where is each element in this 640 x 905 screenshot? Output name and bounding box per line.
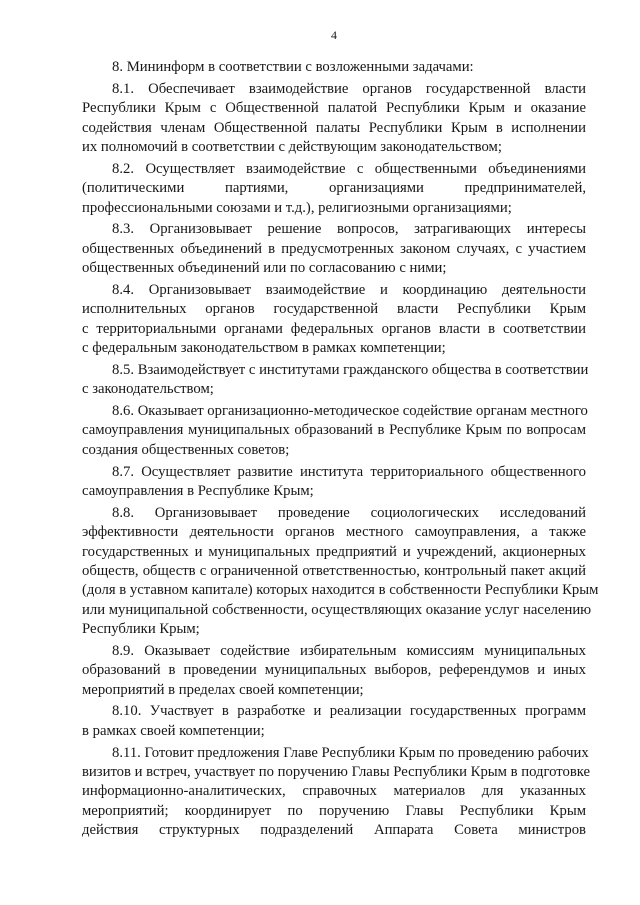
- text-line: 8.7. Осуществляет развитие института территориального общественного: [112, 463, 586, 480]
- text-line: 8.2. Осуществляет взаимодействие с общественными объединениями: [112, 160, 586, 177]
- text-line: или муниципальной собственности, осуществляющих оказание услуг населению: [82, 601, 592, 618]
- text-line: обществ, обществ с ограниченной ответственностью, контрольный пакет акций: [82, 562, 586, 579]
- text-line: с законодательством;: [82, 381, 214, 398]
- text-line: действия структурных подразделений Аппарата Совета министров: [82, 822, 586, 839]
- text-line: (политическими партиями, организациями предпринимателей,: [82, 180, 586, 197]
- paragraph-8-7: [82, 463, 586, 502]
- text-line: их полномочий в соответствии с действующим законодательством;: [82, 138, 502, 155]
- text-line: создания общественных советов;: [82, 441, 290, 458]
- text-line: 8. Мининформ в соответствии с возложенными задачами:: [112, 59, 474, 75]
- text-line: (доля в уставном капитале) которых находится в собственности Республики Крым: [82, 582, 599, 599]
- text-line: профессиональными союзами и т.д.), религиозными организациями;: [82, 199, 512, 216]
- text-line: 8.6. Оказывает организационно-методическое содействие органам местного: [112, 402, 588, 419]
- text-line: Республики Крым;: [82, 621, 200, 638]
- paragraph-8-1: [82, 80, 586, 158]
- text-line: самоуправления в Республике Крым;: [82, 482, 314, 499]
- paragraph-8-6: [82, 402, 586, 460]
- text-line: 8.11. Готовит предложения Главе Республики Крым по проведению рабочих: [112, 744, 589, 761]
- text-line: 8.9. Оказывает содействие избирательным комиссиям муниципальных: [112, 642, 586, 659]
- text-line: государственных и муниципальных предприятий и учреждений, акционерных: [82, 543, 586, 560]
- paragraph-8-3: [82, 220, 586, 278]
- text-line: исполнительных органов государственной власти Республики Крым: [82, 301, 586, 318]
- text-line: информационно-аналитических, справочных материалов для указанных: [82, 783, 586, 800]
- paragraph-8-2: [82, 160, 586, 218]
- text-line: 8.10. Участвует в разработке и реализации государственных программ: [112, 703, 586, 720]
- paragraph-8-4: [82, 281, 586, 359]
- text-line: 8.8. Организовывает проведение социологических исследований: [112, 504, 586, 521]
- paragraph-8-10: [82, 702, 586, 741]
- text-line: мероприятий в пределах своей компетенции;: [82, 681, 364, 698]
- text-line: с федеральным законодательством в рамках компетенции;: [82, 340, 446, 357]
- paragraph-8: [82, 58, 586, 77]
- text-line: образований в проведении муниципальных выборов, референдумов и иных: [82, 662, 586, 679]
- text-line: эффективности деятельности органов местного самоуправления, а также: [82, 524, 586, 541]
- text-line: с территориальными органами федеральных органов власти в соответствии: [82, 320, 586, 337]
- text-line: содействия членам Общественной палаты Республики Крым в исполнении: [82, 119, 586, 136]
- paragraph-8-8: [82, 504, 599, 640]
- text-line: визитов и встреч, участвует по поручению Главы Республики Крым в подготовке: [82, 763, 591, 780]
- paragraph-8-5: [82, 361, 589, 400]
- text-line: 8.5. Взаимодействует с институтами гражданского общества в соответствии: [112, 361, 589, 378]
- text-line: мероприятий; координирует по поручению Главы Республики Крым: [82, 802, 586, 819]
- text-line: общественных объединений в предусмотренных законом случаях, с участием: [82, 240, 586, 257]
- text-line: 8.1. Обеспечивает взаимодействие органов государственной власти: [112, 80, 586, 97]
- paragraph-8-9: [82, 642, 586, 700]
- page-number: 4: [331, 28, 337, 42]
- text-line: в рамках своей компетенции;: [82, 722, 265, 739]
- text-line: Республики Крым с Общественной палатой Республики Крым и оказание: [82, 100, 586, 117]
- text-line: 8.3. Организовывает решение вопросов, затрагивающих интересы: [112, 221, 586, 238]
- document-body: [82, 58, 599, 841]
- paragraph-8-11: [82, 744, 591, 841]
- text-line: самоуправления муниципальных образований в Республике Крым по вопросам: [82, 422, 586, 439]
- text-line: 8.4. Организовывает взаимодействие и координацию деятельности: [112, 281, 586, 298]
- text-line: общественных объединений или по согласованию с ними;: [82, 260, 447, 277]
